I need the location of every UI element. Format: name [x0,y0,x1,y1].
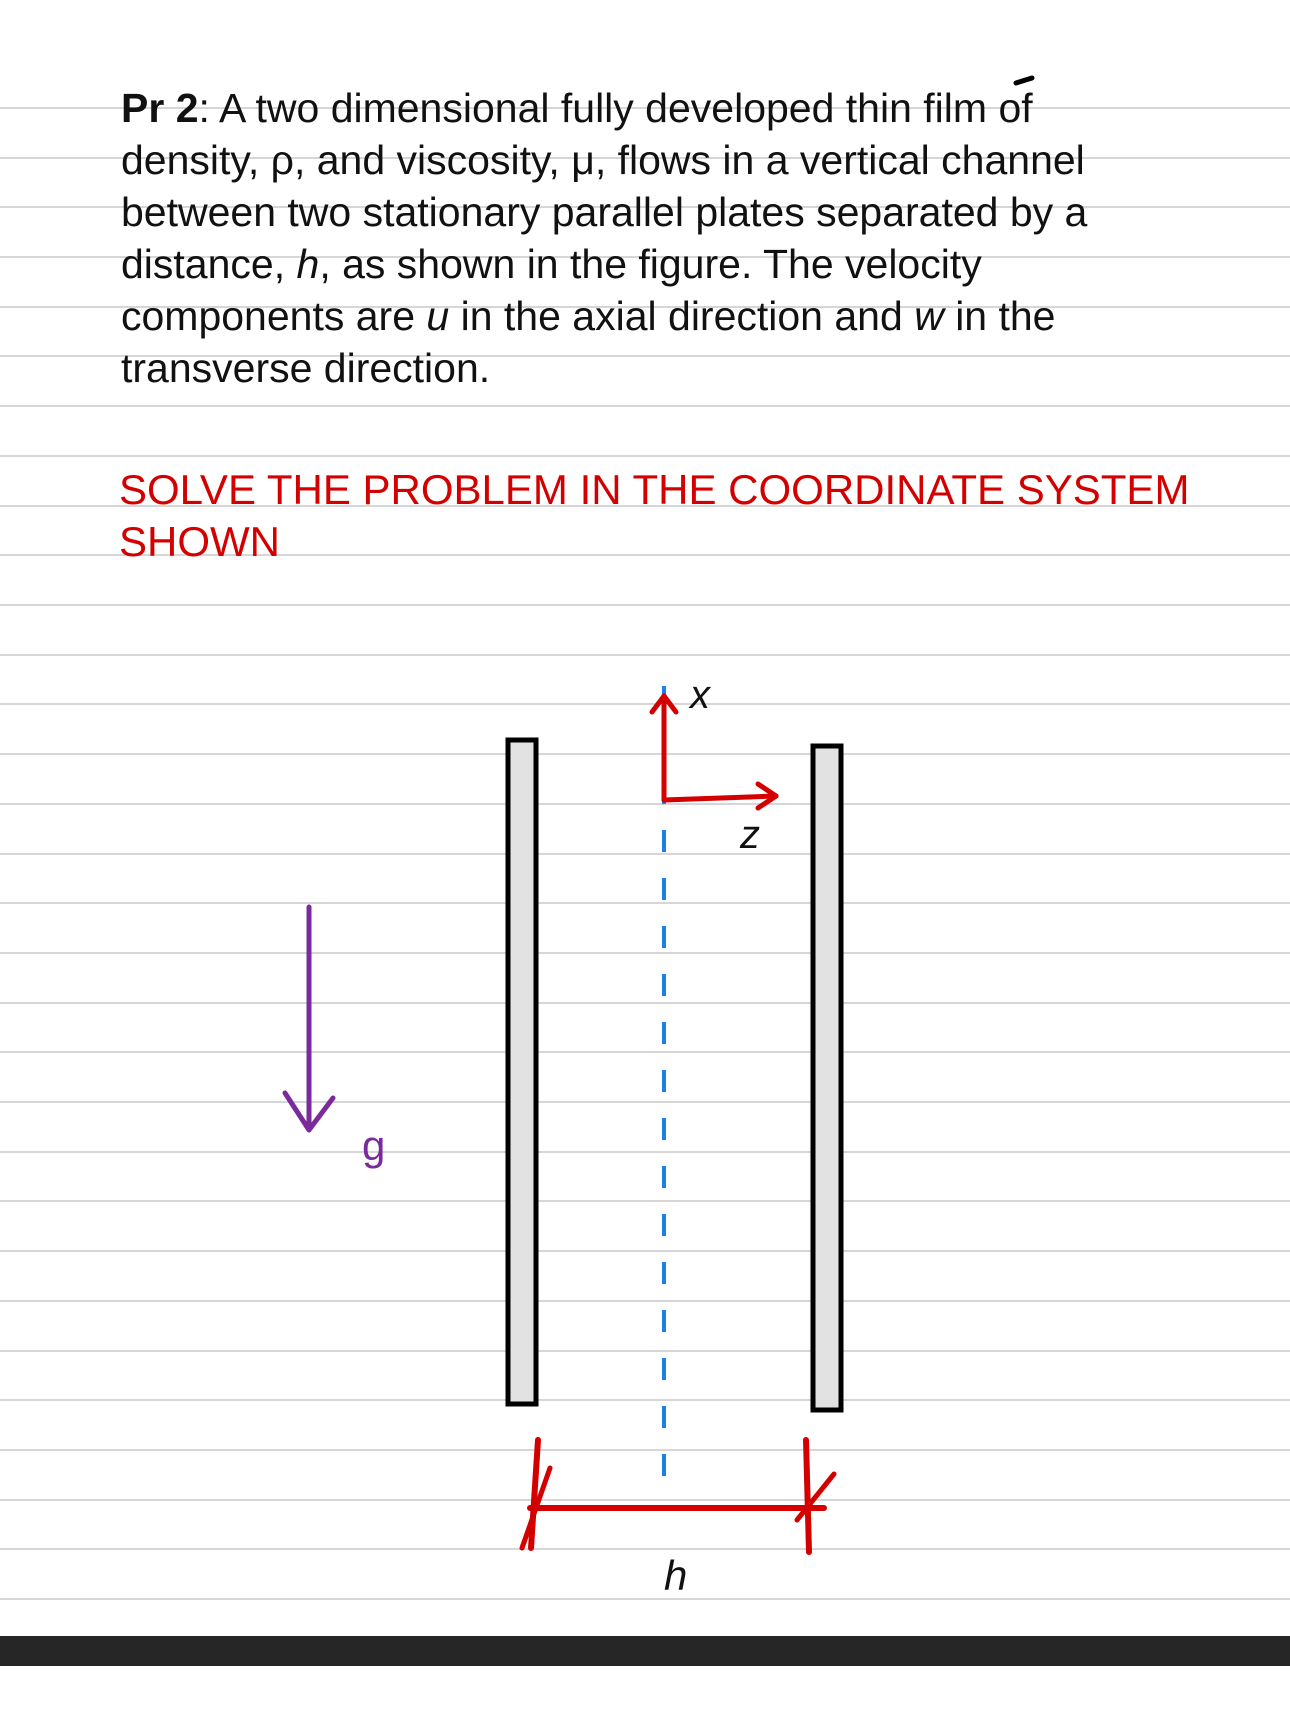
problem-text-4a: distance, [121,241,297,287]
bottom-dark-bar [0,1636,1290,1666]
z-axis-label: z [740,813,760,857]
problem-line-2: density, ρ, and viscosity, μ, flows in a vertical channel [121,137,1085,183]
instruction-line-1: SOLVE THE PROBLEM IN THE COORDINATE SYSTEM [119,466,1190,513]
instruction-line-2: SHOWN [119,518,280,565]
z-axis-arrow [664,796,776,800]
pen-mark [1016,78,1032,83]
left-plate [508,740,536,1404]
problem-text-5a: components are [121,293,427,339]
problem-label: Pr 2 [121,85,199,131]
problem-line-6: transverse direction. [121,345,491,391]
gap-label: h [664,1552,688,1599]
gap-right-tick-slash [797,1474,834,1520]
right-plate [813,746,841,1410]
problem-line-3: between two stationary parallel plates separated by a [121,189,1088,235]
x-axis-label: x [690,673,710,717]
problem-text-4b: , as shown in the figure. The velocity [319,241,982,287]
problem-text-5c: in the [943,293,1056,339]
problem-text-5b: in the axial direction and [449,293,915,339]
gap-right-tick [806,1440,809,1552]
problem-text-1: : A two dimensional fully developed thin film of [198,85,1033,131]
variable-h: h [296,241,320,287]
variable-w: w [914,293,944,339]
gap-left-tick [531,1440,538,1548]
variable-u: u [426,293,450,339]
gravity-label: g [362,1122,386,1169]
